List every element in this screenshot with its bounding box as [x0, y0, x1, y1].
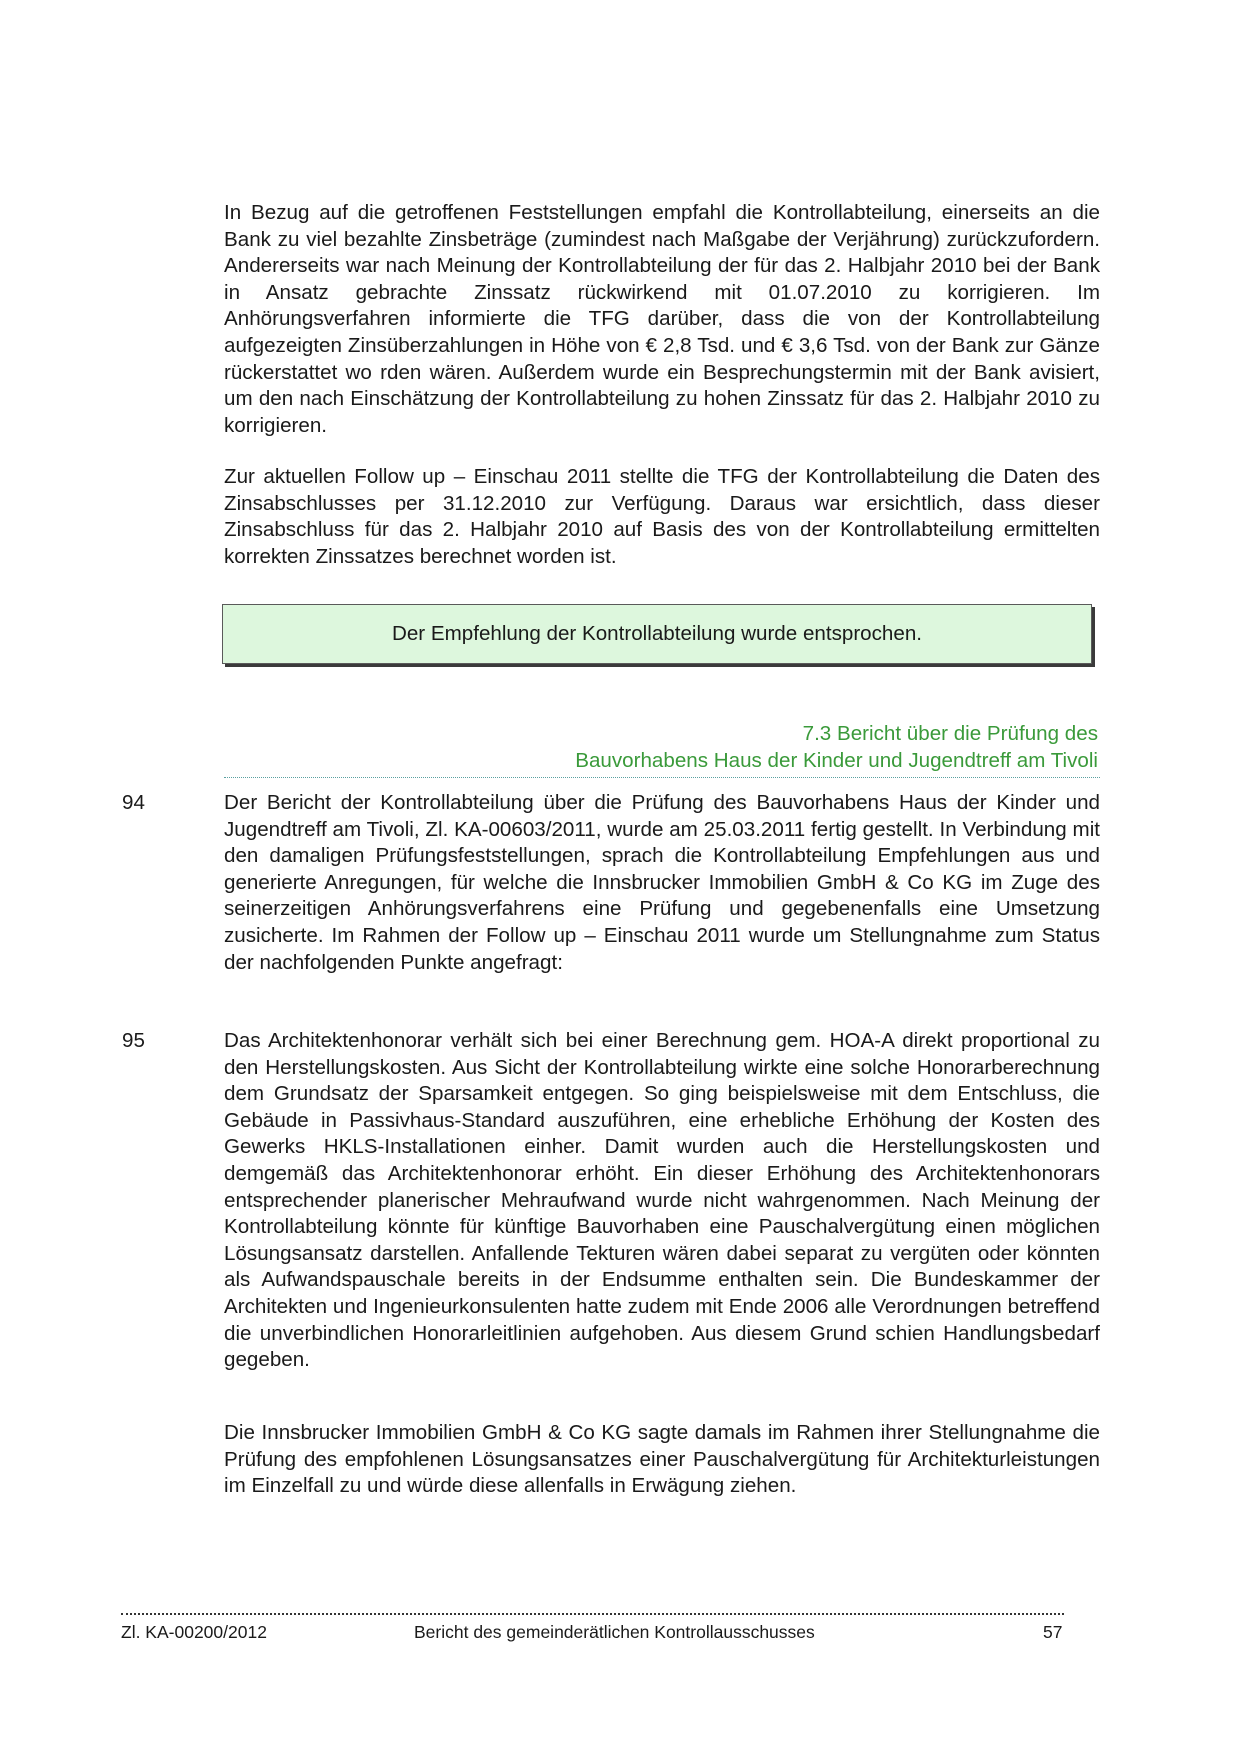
- intro-paragraph: In Bezug auf die getroffenen Feststellungen empfahl die Kontrollabteilung, einerseits an die Bank zu viel bezahlte Zinsbeträge (zumindest nach Maßgabe der Verjährung) zurückzufordern. Andererseits war nach Meinung der Kontrollabteilung der für das 2. Halbjahr 2010 bei der Bank in Ansatz gebrachte Zinssatz rückwirkend mit 01.07.2010 zu korrigieren. Im Anhörungsverfahren informierte die TFG darüber, dass die von der Kontrollabteilung aufgezeigten Zinsüberzahlungen in Höhe von € 2,8 Tsd. und € 3,6 Tsd. von der Bank zur Gänze rückerstattet wo rden wären. Außerdem wurde ein Besprechungstermin mit der Bank avisiert, um den nach Einschätzung der Kontrollabteilung zu hohen Zinssatz für das 2. Halbjahr 2010 zu korrigieren.: [224, 201, 1100, 437]
- paragraph-95: Das Architektenhonorar verhält sich bei einer Berechnung gem. HOA-A direkt proportional zu den Herstellungskosten. Aus Sicht der Kontrollabteilung wirkte eine solche Honorarberechnung dem Grundsatz der Sparsamkeit entgegen. So ging beispielsweise mit dem Entschluss, die Gebäude in Passivhaus-Standard auszuführen, eine erhebliche Erhöhung der Kosten des Gewerks HKLS-Installationen einher. Damit wurden auch die Herstellungskosten und demgemäß das Architektenhonorar erhöht. Ein dieser Erhöhung des Architektenhonorars entsprechender planerischer Mehraufwand wurde nicht wahrgenommen. Nach Meinung der Kontrollabteilung könnte für künftige Bauvorhaben eine Pauschalvergütung einen möglichen Lösungsansatz darstellen. Anfallende Tekturen wären dabei separat zu vergüten oder könnten als Aufwandspauschale bereits in der Endsumme enthalten sein. Die Bundeskammer der Architekten und Ingenieurkonsulenten hatte zudem mit Ende 2006 alle Verordnungen betreffend die unverbindlichen Honorarleitlinien aufgehoben. Aus diesem Grund schien Handlungsbedarf gegeben.: [224, 1029, 1100, 1372]
- margin-number-94: 94: [122, 791, 145, 814]
- iig-paragraph: Die Innsbrucker Immobilien GmbH & Co KG sagte damals im Rahmen ihrer Stellungnahme die Prüfung des empfohlenen Lösungsansatzes einer Pauschalvergütung für Architekturleistungen im Einzelfall zu und würde diese allenfalls in Erwägung ziehen.: [224, 1421, 1100, 1498]
- page-number: 57: [1043, 1622, 1063, 1642]
- footer-divider: [121, 1613, 1064, 1615]
- footer-reference: Zl. KA-00200/2012: [121, 1622, 267, 1642]
- footer-title: Bericht des gemeinderätlichen Kontrollausschusses: [414, 1622, 815, 1642]
- section-heading-line1: 7.3 Bericht über die Prüfung des: [802, 722, 1098, 745]
- heading-divider: [224, 777, 1100, 778]
- section-heading: [400, 721, 1098, 774]
- paragraph-94: Der Bericht der Kontrollabteilung über die Prüfung des Bauvorhabens Haus der Kinder und Jugendtreff am Tivoli, Zl. KA-00603/2011, wurde am 25.03.2011 fertig gestellt. In Verbindung mit den damaligen Prüfungsfeststellungen, sprach die Kontrollabteilung Empfehlungen aus und generierte Anregungen, für welche die Innsbrucker Immobilien GmbH & Co KG im Zuge des seinerzeitigen Anhörungsverfahrens eine Prüfung und gegebenenfalls eine Umsetzung zusicherte. Im Rahmen der Follow up – Einschau 2011 wurde um Stellungnahme zum Status der nachfolgenden Punkte angefragt:: [224, 791, 1100, 974]
- followup-paragraph: Zur aktuellen Follow up – Einschau 2011 stellte die TFG der Kontrollabteilung die Daten des Zinsabschlusses per 31.12.2010 zur Verfügung. Daraus war ersichtlich, dass dieser Zinsabschluss für das 2. Halbjahr 2010 auf Basis des von der Kontrollabteilung ermittelten korrekten Zinssatzes berechnet worden ist.: [224, 465, 1100, 568]
- section-heading-line2: Bauvorhabens Haus der Kinder und Jugendtreff am Tivoli: [575, 748, 1098, 772]
- result-text: Der Empfehlung der Kontrollabteilung wurde entsprochen.: [391, 622, 923, 645]
- margin-number-95: 95: [122, 1029, 145, 1052]
- result-box: [222, 604, 1092, 664]
